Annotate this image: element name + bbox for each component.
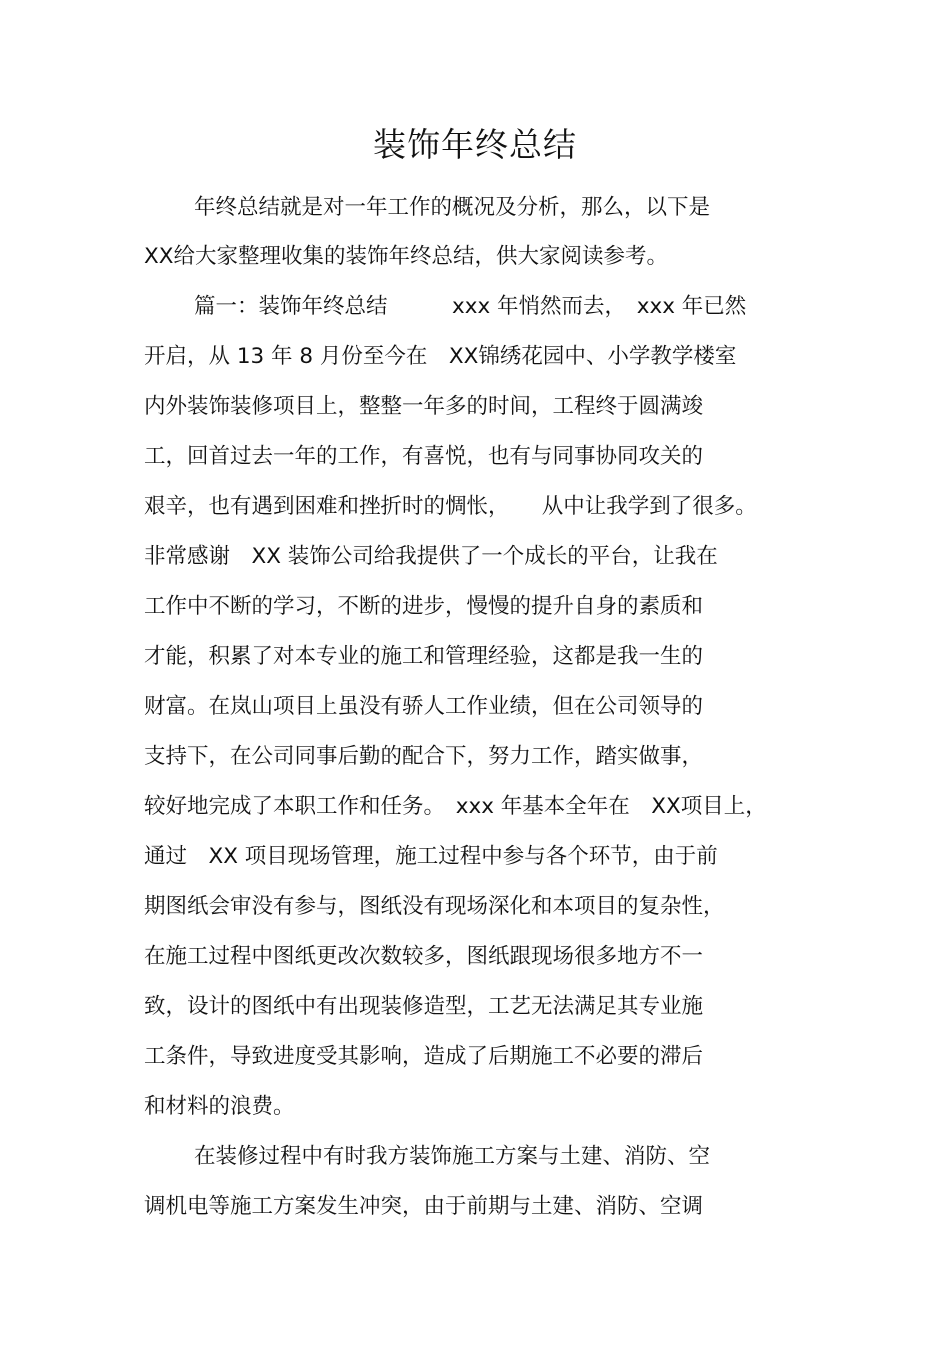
paragraph-line: 艰辛，也有遇到困难和挫折时的惆怅， 从中让我学到了很多。: [144, 494, 757, 519]
paragraph-line: 通过 XX 项目现场管理，施工过程中参与各个环节，由于前: [144, 844, 718, 869]
paragraph-line: 开启，从 13 年 8 月份至今在 XX锦绣花园中、小学教学楼室: [144, 344, 737, 369]
paragraph-line: 财富。在岚山项目上虽没有骄人工作业绩，但在公司领导的: [144, 694, 704, 719]
paragraph-line: 在施工过程中图纸更改次数较多，图纸跟现场很多地方不一: [144, 944, 704, 969]
paragraph-line: 工作中不断的学习，不断的进步，慢慢的提升自身的素质和: [144, 594, 704, 619]
document-title: 装饰年终总结: [373, 125, 577, 164]
paragraph-line: 调机电等施工方案发生冲突，由于前期与土建、消防、空调: [144, 1194, 704, 1219]
paragraph-line: XX给大家整理收集的装饰年终总结，供大家阅读参考。: [144, 244, 668, 269]
paragraph-line: 非常感谢 XX 装饰公司给我提供了一个成长的平台，让我在: [144, 544, 718, 569]
paragraph-line: 期图纸会审没有参与，图纸没有现场深化和本项目的复杂性，: [144, 894, 725, 919]
paragraph-line: 在装修过程中有时我方装饰施工方案与土建、消防、空: [194, 1144, 711, 1169]
paragraph-line: 工条件，导致进度受其影响，造成了后期施工不必要的滞后: [144, 1044, 704, 1069]
paragraph-line: 和材料的浪费。: [144, 1094, 295, 1119]
paragraph-line: 才能，积累了对本专业的施工和管理经验，这都是我一生的: [144, 644, 704, 669]
paragraph-line: 工，回首过去一年的工作，有喜悦，也有与同事协同攻关的: [144, 444, 704, 469]
paragraph-line: 支持下，在公司同事后勤的配合下，努力工作，踏实做事，: [144, 744, 704, 769]
paragraph-line: 年终总结就是对一年工作的概况及分析，那么，以下是: [194, 195, 711, 220]
paragraph-line: 较好地完成了本职工作和任务。 xxx 年基本全年在 XX项目上，: [144, 794, 767, 819]
paragraph-line: 内外装饰装修项目上，整整一年多的时间，工程终于圆满竣: [144, 394, 704, 419]
paragraph-line: 篇一：装饰年终总结 xxx 年悄然而去， xxx 年已然: [194, 294, 747, 319]
paragraph-line: 致，设计的图纸中有出现装修造型，工艺无法满足其专业施: [144, 994, 704, 1019]
